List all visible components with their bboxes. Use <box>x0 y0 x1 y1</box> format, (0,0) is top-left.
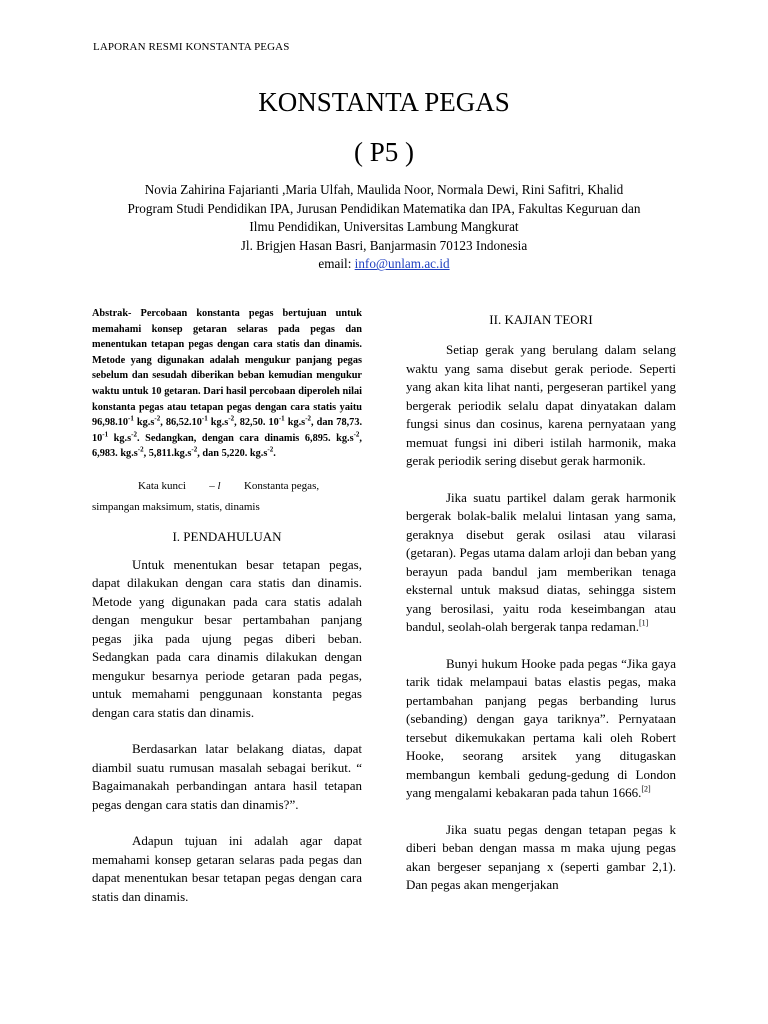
citation-2: [2] <box>641 784 651 794</box>
pendahuluan-paragraph-1: Untuk menentukan besar tetapan pegas, dapat dilakukan dengan cara statis dan dinamis. Metode yang digunakan pada cara statis adalah dengan mengukur besar pertambahan panjang pegas jika pada ujung pegas diberi beban. Sedangkan pada cara dinamis dilakukan dengan mengukur besarnya periode getaran pada pegas, untuk memahami penggunaan konstanta pegas dengan cara statis dan dinamis. <box>92 556 362 720</box>
keywords-text-1: Konstanta pegas, <box>243 479 320 492</box>
email-link[interactable]: info@unlam.ac.id <box>354 256 450 272</box>
section-heading-kajian-teori: II. KAJIAN TEORI <box>489 312 593 327</box>
email-label: email: <box>318 256 355 272</box>
pendahuluan-paragraph-3: Adapun tujuan ini adalah agar dapat memahami konsep getaran selaras pada pegas dan dapat menentukan besar tetapan pegas dengan cara statis dan dinamis. <box>92 833 362 904</box>
kajian-paragraph-4: Jika suatu pegas dengan tetapan pegas k diberi beban dengan massa m maka ujung pegas akan bergeser sepanjang x (seperti gambar 2,1). Dan pegas akan mengerjakan <box>406 821 676 892</box>
citation-1: [1] <box>638 618 649 628</box>
affiliation-line-1: Program Studi Pendidikan IPA, Jurusan Pendidikan Matematika dan IPA, Fakultas Keguruan dan <box>127 200 641 216</box>
pendahuluan-paragraph-2: Berdasarkan latar belakang diatas, dapat diambil suatu rumusan masalah sebagai berikut. “ Bagaimanakah perbandingan antara hasil tetapan pegas dengan cara statis dan dinamis?”. <box>92 741 362 812</box>
keywords-label: Kata kunci <box>138 479 186 492</box>
kajian-paragraph-3: Bunyi hukum Hooke pada pegas “Jika gaya tarik tidak melampaui batas elastis pegas, maka pertambahan panjang pegas berbanding lurus (sebanding) dengan gaya tariknya”. Pernyataan tersebut dikemukakan pertama kali oleh Robert Hooke, seorang arsitek yang ditugaskan membangun kembali gedung-gedung di London yang mengalami kebakaran pada tahun 1666.[2] <box>406 655 676 800</box>
keywords-text-2: simpangan maksimum, statis, dinamis <box>92 500 260 513</box>
kajian-paragraph-1: Setiap gerak yang berulang dalam selang waktu yang sama disebut gerak periode. Seperti yang akan kita lihat nanti, pergeseran partikel yang bergerak periodik selalu dapat dinyatakan dalam fungsi sinus dan cosinus, karena pernyataan yang memuat fungsi ini diberi istilah harmonik, maka gerak periodik sering disebut gerak harmonik. <box>406 342 676 468</box>
right-column <box>406 311 676 895</box>
keywords-dash-mark: – l <box>209 479 221 492</box>
email-line <box>100 255 668 274</box>
left-column <box>92 306 362 906</box>
paper-title: KONSTANTA PEGAS <box>258 87 510 117</box>
address: Jl. Brigjen Hasan Basri, Banjarmasin 70123 Indonesia <box>240 237 528 253</box>
abstract: Abstrak- Percobaan konstanta pegas bertujuan untuk memahami konsep getaran selaras pada pegas dan menentukan tetapan pegas dengan cara statis dan dinamis. Metode yang digunakan adalah mengukur panjang pegas sebelum dan sesudah diberikan beban kemudian mengukur waktu untuk 10 getaran. Dari hasil percobaan diperoleh nilai konstanta pegas atau tetapan pegas dengan cara statis yaitu $96,98.10^{-1}$ $kg.s^{-2}$, $86,52.10^{-1}$ $kg.s^{-2}$, 82,50. $10^{-1}$ $kg.s^{-2}$, dan 78,73. $10^{-1}$ $kg.s^{-2}$. Sedangkan, dengan cara dinamis 6,895. $kg.s^{-2}$, 6,983. $kg.s^{-2}$, $5,811.kg.s^{-2}$, dan 5,220. $kg.s^{-2}$. <box>92 308 363 460</box>
keywords <box>92 476 362 518</box>
running-head: LAPORAN RESMI KONSTANTA PEGAS <box>93 41 290 53</box>
paper-subtitle: ( P5 ) <box>354 137 414 167</box>
kajian-paragraph-2: Jika suatu partikel dalam gerak harmonik bergerak bolak-balik melalui lintasan yang sama, geraknya disebut gerak osilasi atau vilarasi (getaran). Pegas utama dalam arloji dan beban yang berayun pada bandul jam memberikan tenaga eksternal untuk maksud diatas, sehingga sistem yang berosilasi, yaitu roda keseimbangan atau bandul, seolah-olah bergerak tanpa redaman.[1] <box>406 489 676 634</box>
front-matter <box>100 181 668 274</box>
affiliation-line-2: Ilmu Pendidikan, Universitas Lambung Mangkurat <box>249 219 519 235</box>
authors: Novia Zahirina Fajarianti ,Maria Ulfah, Maulida Noor, Normala Dewi, Rini Safitri, Khalid <box>144 182 624 197</box>
section-heading-pendahuluan: I. PENDAHULUAN <box>172 528 282 544</box>
